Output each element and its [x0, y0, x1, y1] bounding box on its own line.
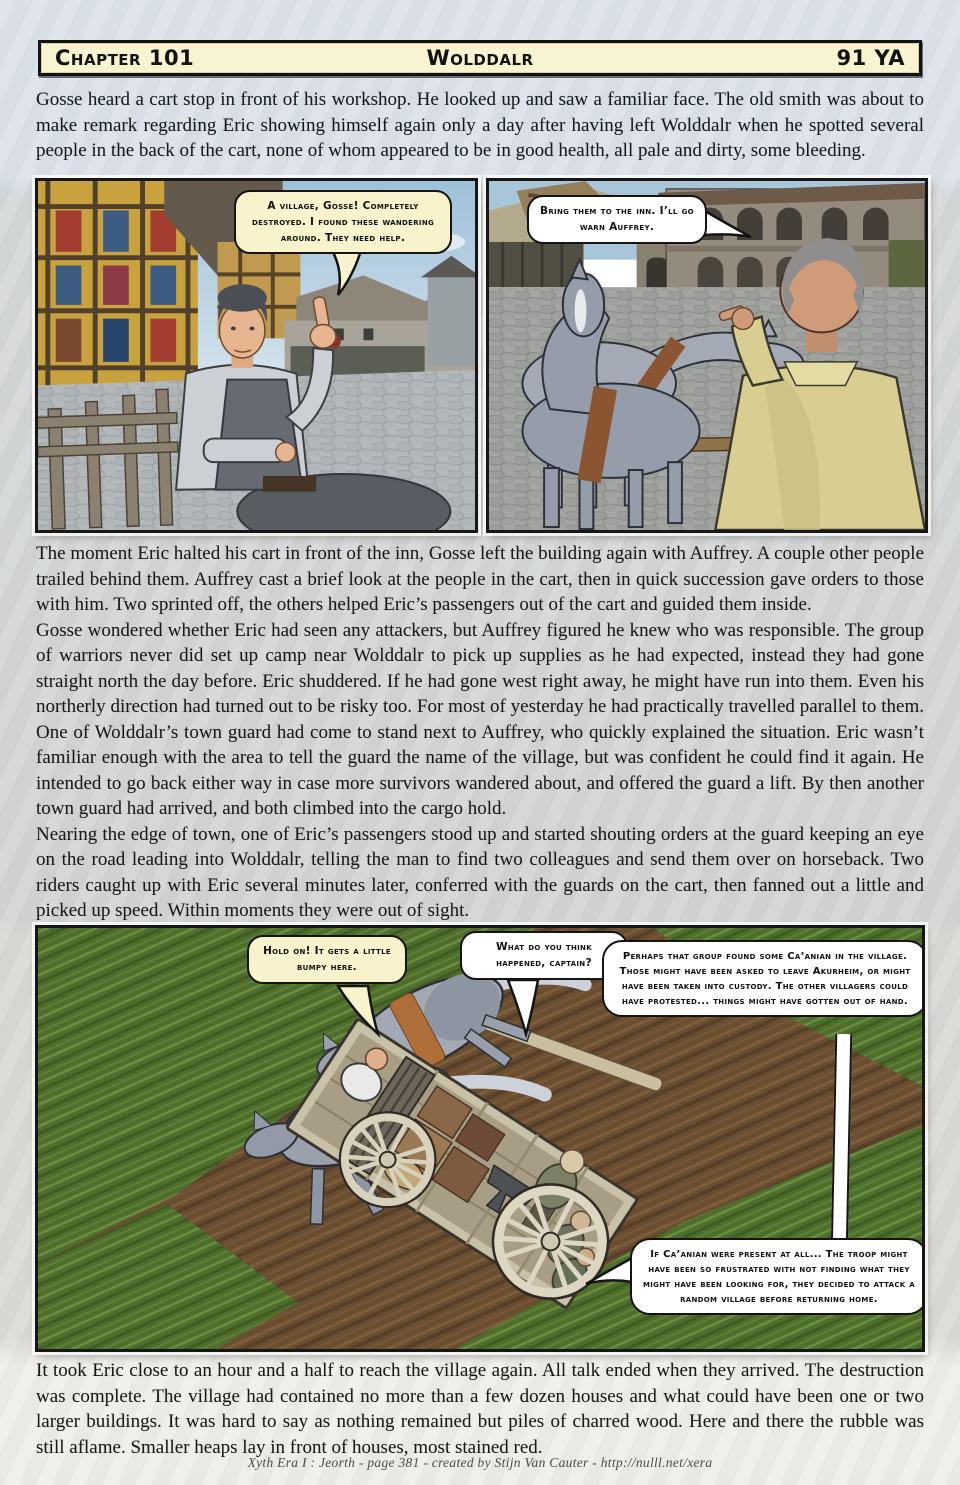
- chapter-header-bar: [38, 40, 922, 76]
- narration-middle: [36, 541, 924, 924]
- narration-paragraph: The moment Eric halted his cart in front of the inn, Gosse left the building again with Auffrey. A couple other people trailed behind them. Auffrey cast a brief look at the people in the cart, then in quick succession gave orders to those with him. Two sprinted off, the others helped Eric’s passengers out of the cart and guided them inside.: [36, 543, 924, 615]
- bubble-tail: [701, 207, 753, 241]
- horse-blaze: [575, 289, 587, 332]
- comic-panel-inn: [486, 178, 928, 533]
- narration-outro: [36, 1358, 924, 1460]
- narration-intro: [36, 87, 924, 164]
- speech-bubble-gosse-inn: Bring them to the inn. I’ll go warn Auffrey.: [527, 195, 707, 244]
- comic-panel-workshop: [35, 178, 478, 533]
- speech-bubble-eric-village: A village, Gosse! Completely destroyed. I found these wandering around. They need help.: [234, 190, 452, 254]
- footer-credit: Xyth Era I : Jeorth - page 381 - created by Stijn Van Cauter - http://nulll.net/xera: [247, 1455, 713, 1470]
- bubble-tail: [584, 1254, 636, 1288]
- narration-paragraph: Nearing the edge of town, one of Eric’s passengers stood up and started shouting orders at the guard keeping an eye on the road leading into Wolddalr, telling the man to find two colleagues and send them over on horseback. Two riders caught up with Eric several minutes later, conferred with the guards on the cart, then fanned out a little and picked up speed. Within moments they were out of sight.: [36, 823, 924, 921]
- narration-paragraph: Gosse wondered whether Eric had seen any attackers, but Auffrey figured he knew who was responsible. The group of warriors never did set up camp near Wolddalr to pick up supplies as he had expected, instead they had gone straight north the day before. Eric shuddered. If he had gone west right away, he might have run into them. Even his northerly direction had turned out to be risky too. For most of yesterday he had practically travelled parallel to them. One of Wolddalr’s town guard had come to stand next to Auffrey, who quickly explained the situation. Eric wasn’t familiar enough with the area to tell the guard the name of the village, but was confident he could find it again. He intended to go back either way in case more survivors wandered about, and offered the guard a lift. By then another town guard had arrived, and both climbed into the cargo hold.: [36, 619, 924, 819]
- page-title: Wolddalr: [426, 46, 534, 70]
- bubble-tail: [334, 984, 380, 1036]
- narration-paragraph: It took Eric close to an hour and a half to reach the village again. All talk ended when they arrived. The destruction was complete. The village had contained no more than a few dozen houses and what could have been one or two larger buildings. It was hard to say as nothing remained but piles of charred wood. Here and there the rubble was still aflame. Smaller heaps lay in front of houses, most stained red.: [36, 1360, 924, 1458]
- speech-bubble-guard-question: What do you think happened, captain?: [460, 931, 628, 980]
- era-label: 91 YA: [836, 46, 905, 70]
- speech-bubble-eric-bumpy: Hold on! It gets a little bumpy here.: [247, 935, 407, 984]
- narration-paragraph: Gosse heard a cart stop in front of his workshop. He looked up and saw a familiar face. The old smith was about to make remark regarding Eric showing himself again only a day after having left Wolddalr when he spotted several people in the back of the cart, none of whom appeared to be in good health, all pale and dirty, some bleeding.: [36, 89, 924, 161]
- comic-panel-road: [35, 925, 925, 1352]
- bubble-tail: [504, 978, 544, 1036]
- speech-bubble-captain-theory: Perhaps that group found some Ca’anian in the village. Those might have been asked to leave Akurheim, or might have been taken into custody. The other villagers could have protested... things might have gotten out of hand.: [602, 940, 925, 1017]
- chapter-label: Chapter 101: [55, 46, 195, 70]
- speech-bubble-captain-theory-2: If Ca’anian were present at all... The troop might have been so frustrated with not finding what they might have been looking for, they decided to attack a random village before returning home.: [630, 1238, 925, 1315]
